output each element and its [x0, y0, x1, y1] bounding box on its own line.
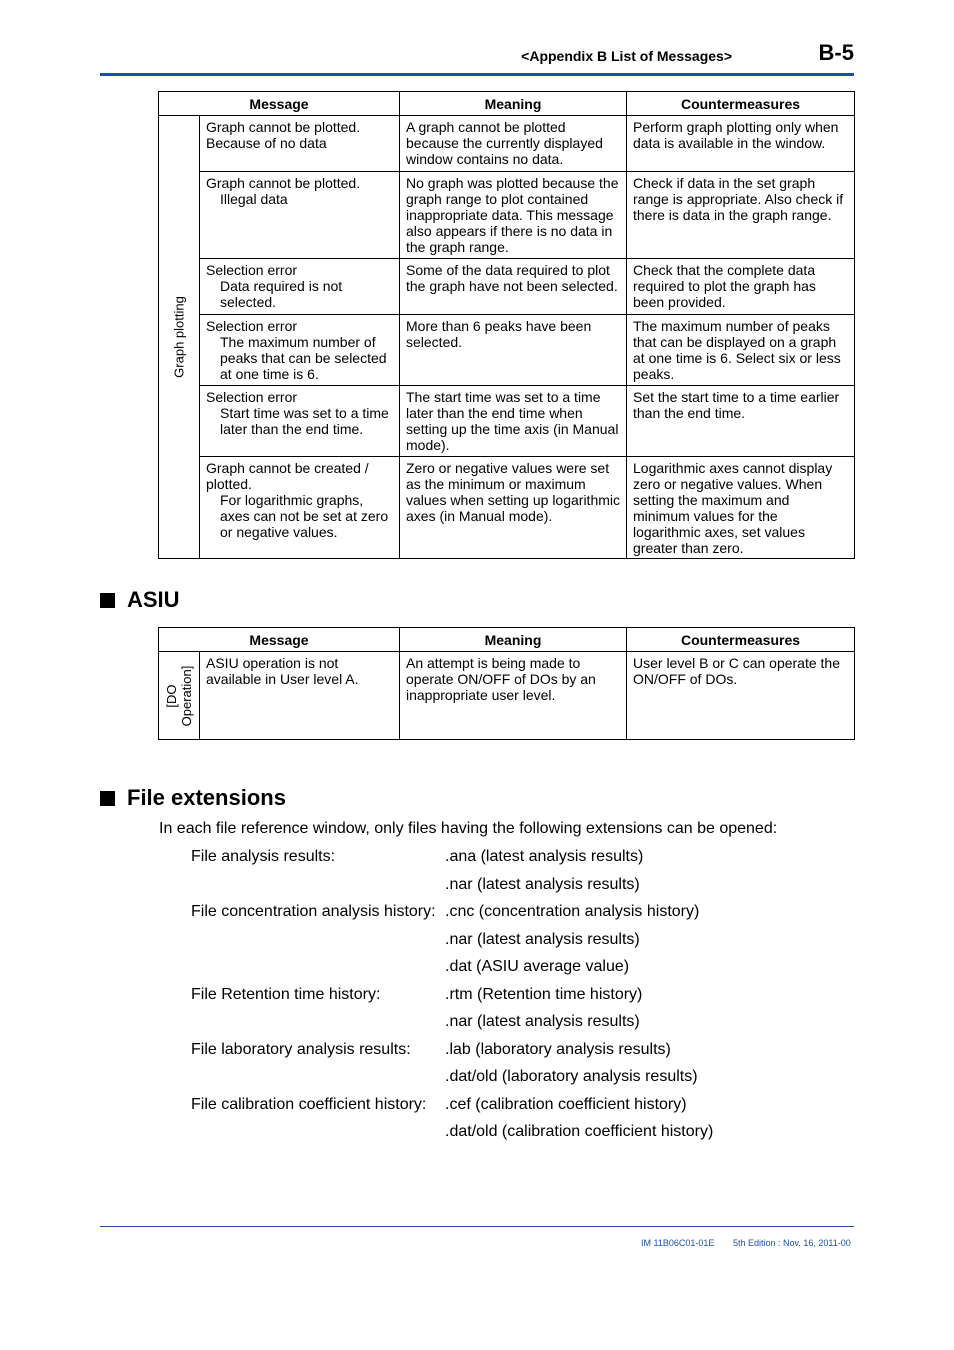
extension-label: File calibration coefficient history:	[191, 1096, 427, 1113]
meaning-cell: The start time was set to a time later than the end time when setting up the time axis (in Manual mode).	[400, 386, 627, 457]
document-number: IM 11B06C01-01E	[641, 1238, 715, 1248]
table-row	[159, 259, 855, 315]
file-extensions-intro: In each file reference window, only files having the following extensions can be opened:	[159, 820, 778, 837]
graph-plotting-message-table	[158, 91, 855, 559]
extension-label: File concentration analysis history:	[191, 903, 436, 920]
table-header-row	[159, 628, 855, 652]
extension-value: .cef (calibration coefficient history)	[445, 1096, 687, 1113]
table-row	[159, 116, 855, 172]
countermeasure-cell: The maximum number of peaks that can be displayed on a graph at one time is 6. Select six or less peaks.	[627, 315, 855, 386]
table-header-row	[159, 92, 855, 116]
asiu-message-table	[158, 627, 855, 740]
extension-label: File laboratory analysis results:	[191, 1041, 411, 1058]
countermeasure-cell: Check that the complete data required to plot the graph has been provided.	[627, 259, 855, 315]
table-row	[159, 386, 855, 457]
group-label-line: [DO	[164, 683, 179, 708]
section-title: File extensions	[127, 785, 286, 810]
column-header-countermeasures: Countermeasures	[627, 628, 855, 652]
group-cell	[159, 652, 200, 740]
section-heading-asiu	[100, 587, 180, 613]
countermeasure-cell: Set the start time to a time earlier than the end time.	[627, 386, 855, 457]
extension-value: .dat/old (calibration coefficient history)	[445, 1123, 714, 1140]
message-title: Graph cannot be plotted.	[206, 119, 361, 135]
page-number: B-5	[818, 40, 854, 65]
message-cell: ASIU operation is not available in User level A.	[200, 652, 400, 740]
extension-value: .lab (laboratory analysis results)	[445, 1041, 671, 1058]
message-detail: Because of no data	[206, 135, 327, 151]
group-label-line: Operation]	[179, 665, 194, 726]
message-cell	[200, 315, 400, 386]
countermeasure-cell: Perform graph plotting only when data is available in the window.	[627, 116, 855, 172]
message-title: Selection error	[206, 389, 298, 405]
message-detail: Data required is not selected.	[220, 278, 343, 310]
message-detail: Start time was set to a time later than the end time.	[220, 405, 389, 437]
section-heading-file-extensions	[100, 785, 286, 811]
extension-value: .rtm (Retention time history)	[445, 986, 643, 1003]
countermeasure-cell: User level B or C can operate the ON/OFF of DOs.	[627, 652, 855, 740]
group-label-do-operation	[164, 665, 194, 726]
message-cell	[200, 457, 400, 559]
column-header-countermeasures: Countermeasures	[627, 92, 855, 116]
edition-info: 5th Edition : Nov. 16, 2011-00	[733, 1238, 851, 1248]
message-detail: Illegal data	[220, 191, 288, 207]
meaning-cell: Some of the data required to plot the graph have not been selected.	[400, 259, 627, 315]
meaning-cell: A graph cannot be plotted because the currently displayed window contains no data.	[400, 116, 627, 172]
table-row	[159, 172, 855, 259]
countermeasure-cell: Check if data in the set graph range is appropriate. Also check if there is data in the graph range.	[627, 172, 855, 259]
table-row	[159, 457, 855, 559]
footer-rule	[100, 1226, 854, 1227]
table-row	[159, 652, 855, 740]
extension-value: .nar (latest analysis results)	[445, 1013, 640, 1030]
meaning-cell: Zero or negative values were set as the minimum or maximum values when setting up logarithmic axes (in Manual mode).	[400, 457, 627, 559]
extension-value: .cnc (concentration analysis history)	[445, 903, 700, 920]
extension-label: File analysis results:	[191, 848, 336, 865]
message-title: Selection error	[206, 318, 298, 334]
extension-value: .nar (latest analysis results)	[445, 931, 640, 948]
table-row	[159, 315, 855, 386]
message-title: Graph cannot be created / plotted.	[206, 460, 369, 492]
message-cell	[200, 116, 400, 172]
message-title: Selection error	[206, 262, 298, 278]
extension-label: File Retention time history:	[191, 986, 381, 1003]
meaning-cell: An attempt is being made to operate ON/OFF of DOs by an inappropriate user level.	[400, 652, 627, 740]
meaning-cell: More than 6 peaks have been selected.	[400, 315, 627, 386]
message-cell	[200, 259, 400, 315]
countermeasure-cell: Logarithmic axes cannot display zero or negative values. When setting the maximum and minimum values for the logarithmic axes, set values greater than zero.	[627, 457, 855, 559]
column-header-meaning: Meaning	[400, 628, 627, 652]
message-cell	[200, 386, 400, 457]
extension-value: .dat (ASIU average value)	[445, 958, 630, 975]
extension-value: .ana (latest analysis results)	[445, 848, 644, 865]
column-header-message: Message	[159, 92, 400, 116]
message-detail: The maximum number of peaks that can be selected at one time is 6.	[220, 334, 387, 382]
header-rule	[100, 73, 854, 76]
square-bullet-icon	[100, 791, 115, 806]
extension-value: .nar (latest analysis results)	[445, 876, 640, 893]
message-title: Graph cannot be plotted.	[206, 175, 361, 191]
column-header-meaning: Meaning	[400, 92, 627, 116]
group-cell	[159, 116, 200, 559]
meaning-cell: No graph was plotted because the graph range to plot contained inappropriate data. This message also appears if there is no data in the graph range.	[400, 172, 627, 259]
group-label-graph-plotting: Graph plotting	[171, 296, 187, 378]
running-header-title: <Appendix B List of Messages>	[521, 48, 732, 64]
message-detail: For logarithmic graphs, axes can not be set at zero or negative values.	[220, 492, 389, 540]
extension-value: .dat/old (laboratory analysis results)	[445, 1068, 698, 1085]
message-cell	[200, 172, 400, 259]
square-bullet-icon	[100, 593, 115, 608]
column-header-message: Message	[159, 628, 400, 652]
section-title: ASIU	[127, 587, 180, 612]
